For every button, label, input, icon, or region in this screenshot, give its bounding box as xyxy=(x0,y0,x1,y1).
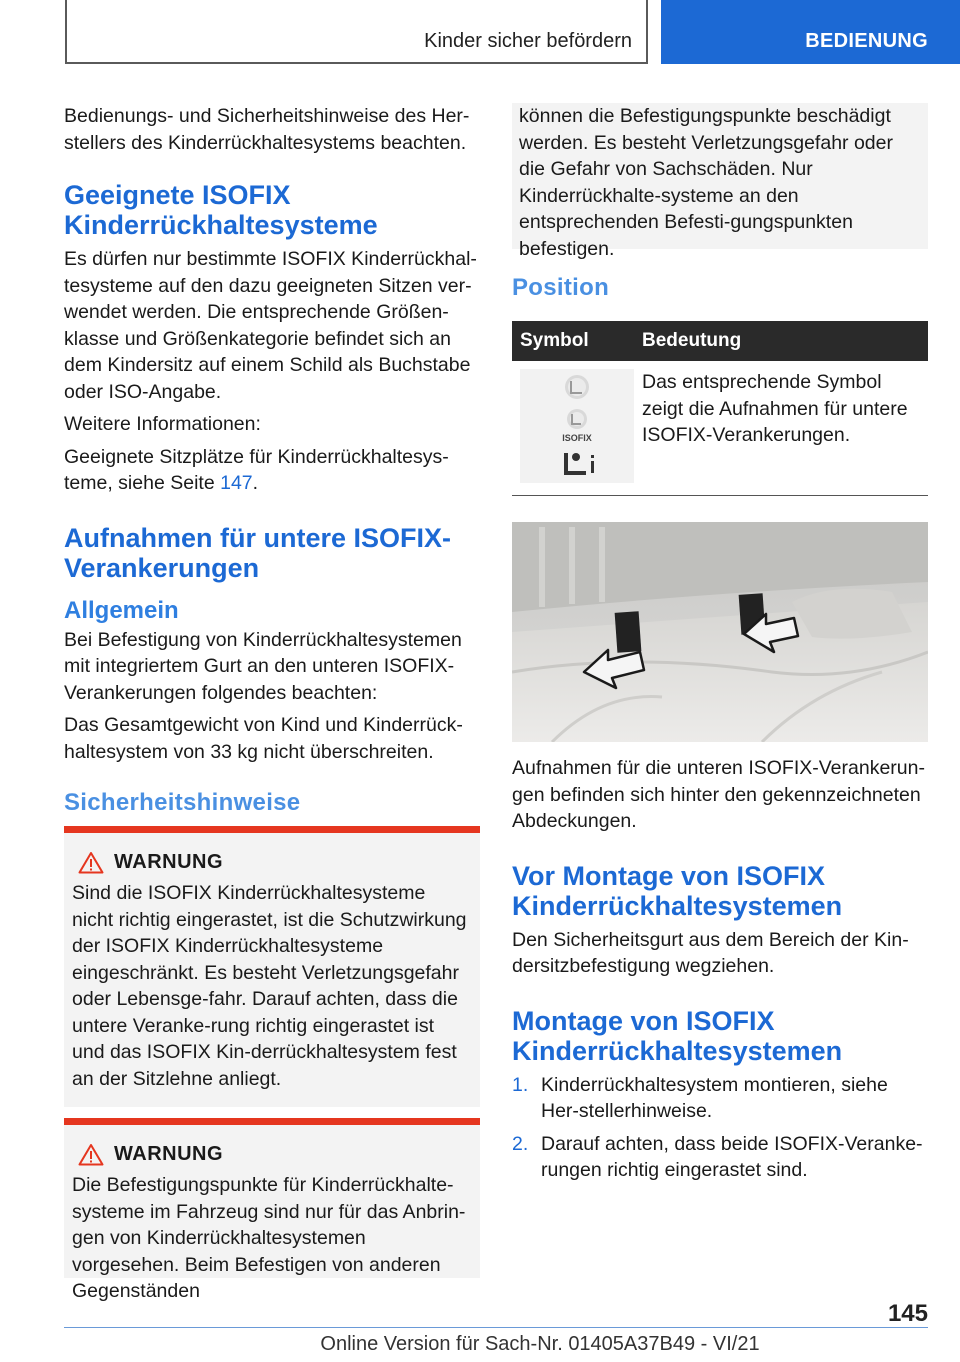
heading-allgemein: Allgemein xyxy=(64,596,179,624)
steps-list xyxy=(512,1072,928,1184)
photo-caption: Aufnahmen für die unteren ISOFIX-Verankerun-gen befinden sich hinter den gekennzeichneten Abdeckungen. xyxy=(512,757,925,832)
heading-position xyxy=(512,274,928,302)
right-lower-content xyxy=(512,755,928,1184)
sitzplaetze-text xyxy=(64,444,480,497)
warning-bar xyxy=(64,1118,480,1125)
left-column xyxy=(64,103,480,817)
header-section-tab[interactable] xyxy=(661,0,960,64)
section-title: BEDIENUNG xyxy=(805,30,928,52)
warning-box-1 xyxy=(64,826,480,1107)
warning-text: Die Befestigungspunkte für Kinderrückhalte-systeme im Fahrzeug sind nur für das Anbrin-gen von Kinderrückhaltesystemen vorgesehen. Beim Befestigen von anderen Gegenständen xyxy=(72,1174,466,1302)
page-number: 145 xyxy=(887,1300,928,1327)
weitere-info: Weitere Informationen: xyxy=(64,413,261,435)
heading-vor-line2: Kinderrückhaltesystemen xyxy=(512,890,843,921)
heading-geeignet xyxy=(64,180,480,240)
allgemein-text: Bei Befestigung von Kinderrückhaltesystemen mit integriertem Gurt an den unteren ISOFIX-Verankerungen folgendes beachten: xyxy=(64,628,462,704)
heading-montage-line1: Montage von ISOFIX xyxy=(512,1005,775,1036)
heading-geeignet-line2: Kinderrückhaltesysteme xyxy=(64,210,378,240)
rear-seat-photo xyxy=(512,522,928,742)
table-row xyxy=(512,361,928,483)
symbol-table-grid xyxy=(512,321,928,483)
warning-label: WARNUNG xyxy=(114,851,224,873)
warning-text: Sind die ISOFIX Kinderrückhaltesysteme nicht richtig eingerastet, ist die Schutzwirkung der ISOFIX Kinderrückhaltesysteme eingeschränkt. Es besteht Verletzungsgefahr oder Lebensge-fahr. Darauf achten, dass die untere Veranke-rung richtig eingerastet ist und das ISOFIX Kin-derrückhaltesystem fest an der Sitzlehne anliegt. xyxy=(72,882,467,1090)
step-text: Kinderrückhaltesystem montieren, siehe Her-stellerhinweise. xyxy=(541,1073,888,1122)
col-symbol: Symbol xyxy=(512,321,634,361)
list-item xyxy=(512,1072,928,1125)
isofix-label: ISOFIX xyxy=(562,433,592,443)
warning-bar xyxy=(64,826,480,833)
heading-montage xyxy=(512,1006,928,1066)
table-divider xyxy=(512,495,928,496)
heading-aufnahmen-line2: Verankerungen xyxy=(64,552,260,583)
chapter-title: Kinder sicher befördern xyxy=(424,30,632,52)
heading-aufnahmen xyxy=(64,523,480,583)
warning-box-2 xyxy=(64,1118,480,1302)
heading-aufnahmen-line1: Aufnahmen für untere ISOFIX- xyxy=(64,522,452,553)
heading-sicherheit: Sicherheitshinweise xyxy=(64,789,301,816)
isofix-symbol xyxy=(520,369,634,483)
warning-label: WARNUNG xyxy=(114,1143,224,1165)
warning-triangle-icon xyxy=(78,1143,104,1166)
rear-seat-image xyxy=(512,522,928,742)
heading-geeignet-line1: Geeignete ISOFIX xyxy=(64,180,291,210)
footer-online-version: Online Version für Sach-Nr. 01405A37B49 - VI/21 xyxy=(320,1333,760,1355)
warning-continuation-text: können die Befestigungspunkte beschädigt werden. Es besteht Verletzungsgefahr oder die Gefahr von Sachschäden. Nur Kinderrückhalte-systeme an den entsprechenden Befesti-gungspunkten befestigen. xyxy=(519,105,893,260)
vor-montage-text: Den Sicherheitsgurt aus dem Bereich der Kin-dersitzbefestigung wegziehen. xyxy=(512,928,909,977)
warning-header xyxy=(64,833,480,874)
geeignet-text: Es dürfen nur bestimmte ISOFIX Kinderrückhal-tesysteme auf den dazu geeigneten Sitzen ver-wendet werden. Die entsprechende Größen-klasse und Größenkategorie befindet sich an dem Kindersitz auf einem Schild als Buchstabe oder ISO-Angabe. xyxy=(64,248,477,403)
footer-divider xyxy=(64,1327,928,1328)
table-header-row xyxy=(512,321,928,361)
sitzplaetze-label: Geeignete Sitzplätze für Kinderrückhaltesys-teme, siehe Seite xyxy=(64,445,449,494)
meaning-text: Das entsprechende Symbol zeigt die Aufnahmen für untere ISOFIX-Verankerungen. xyxy=(642,371,908,446)
warning-continuation-box xyxy=(512,103,928,260)
warning-header xyxy=(64,1125,480,1166)
sitzplaetze-end: . xyxy=(252,472,259,494)
isofix-seat-icon xyxy=(520,369,634,483)
step-number: 1. xyxy=(512,1073,529,1096)
warning-body xyxy=(64,833,480,1107)
warning-body xyxy=(64,1125,480,1302)
meaning-cell xyxy=(634,361,928,483)
page-link[interactable]: 147 xyxy=(220,472,253,494)
warning-triangle-icon xyxy=(78,851,104,874)
list-item xyxy=(512,1131,928,1184)
heading-vor-line1: Vor Montage von ISOFIX xyxy=(512,860,826,891)
col-meaning: Bedeutung xyxy=(634,321,928,361)
symbol-cell xyxy=(512,361,634,483)
gewicht-text: Das Gesamtgewicht von Kind und Kinderrück-haltesystem von 33 kg nicht überschreiten. xyxy=(64,714,463,763)
header-chapter-box xyxy=(65,0,648,64)
heading-montage-line2: Kinderrückhaltesystemen xyxy=(512,1035,843,1066)
heading-vor-montage xyxy=(512,861,928,921)
heading-position-text: Position xyxy=(512,274,610,301)
step-number: 2. xyxy=(512,1132,529,1155)
intro-text: Bedienungs- und Sicherheitshinweise des Her-stellers des Kinderrückhaltesystems beachten. xyxy=(64,105,470,154)
symbol-table xyxy=(512,321,928,483)
step-text: Darauf achten, dass beide ISOFIX-Veranke-rungen richtig eingerastet sind. xyxy=(541,1132,923,1181)
